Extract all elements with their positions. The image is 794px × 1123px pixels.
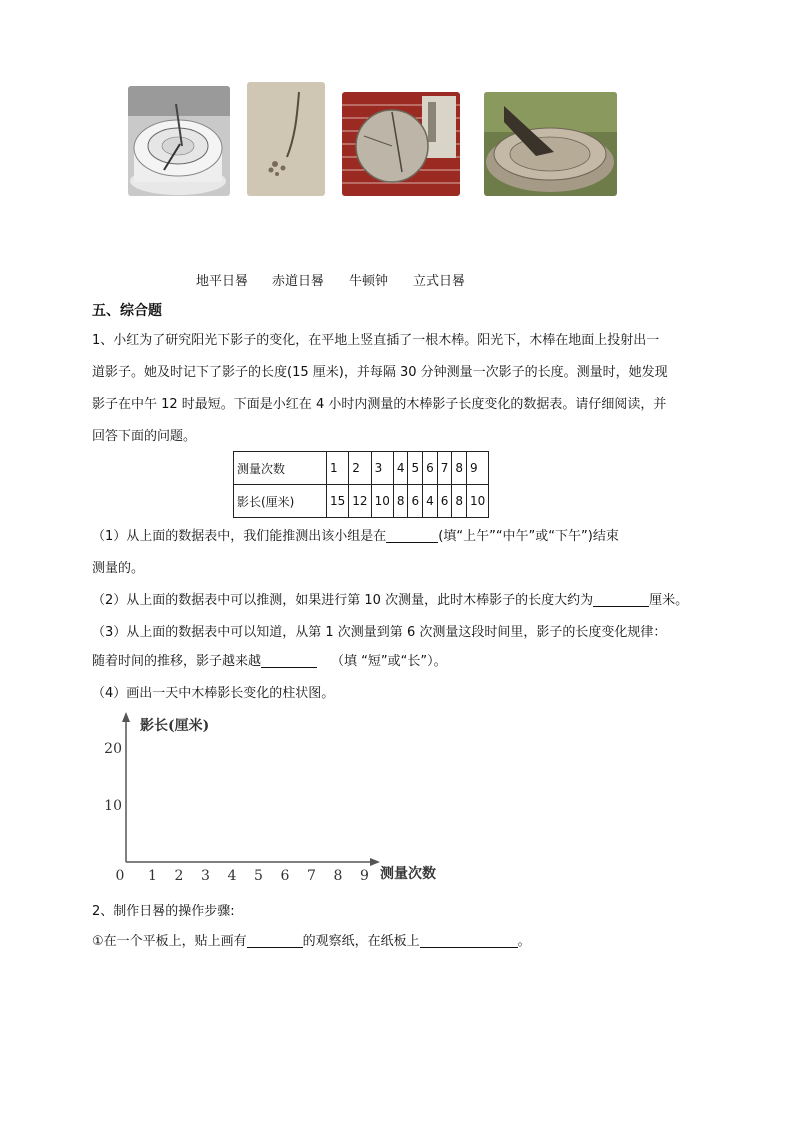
table-cell: 8 xyxy=(452,452,467,485)
x-tick-label: 4 xyxy=(227,868,237,884)
equatorial-sundial-photo xyxy=(247,82,325,196)
q1-sub1-text-a: （1）从上面的数据表中，我们能推测出该小组是在 xyxy=(92,529,387,544)
x-tick-label: 1 xyxy=(148,868,157,884)
table-cell: 8 xyxy=(393,485,408,518)
photo-captions xyxy=(0,270,794,290)
q1-line-1: 1、小红为了研究阳光下影子的变化，在平地上竖直插了一根木棒。阳光下，木棒在地面上投射出一 xyxy=(92,333,660,348)
table-cell: 8 xyxy=(452,485,467,518)
x-tick-label: 6 xyxy=(280,868,290,884)
table-cell: 15 xyxy=(327,485,349,518)
q1-line-3: 影子在中午 12 时最短。下面是小红在 4 小时内测量的木棒影子长度变化的数据表。请仔细阅读，并 xyxy=(92,397,667,412)
table-cell: 12 xyxy=(349,485,371,518)
q1-sub3-cont xyxy=(92,652,447,672)
q2-step1-text-b: 的观察纸，在纸板上 xyxy=(302,934,420,949)
x-tick-label: 3 xyxy=(201,868,210,884)
q1-sub3-text-c: （填 “短”或“长”）。 xyxy=(331,654,447,669)
x-tick-label: 0 xyxy=(115,868,125,884)
table-cell: 3 xyxy=(371,452,393,485)
table-cell: 10 xyxy=(467,485,489,518)
caption-horizontal-sundial: 地平日晷 xyxy=(196,274,249,289)
q1-sub1-answer-blank[interactable] xyxy=(386,528,438,543)
table-cell: 2 xyxy=(349,452,371,485)
y-axis-arrow xyxy=(122,712,130,722)
x-tick-label: 5 xyxy=(254,868,263,884)
x-tick-label: 8 xyxy=(333,868,343,884)
q1-sub3-text-b: 随着时间的推移，影子越来越 xyxy=(92,654,262,669)
q2-step1-text-a: ①在一个平板上，贴上画有 xyxy=(92,934,247,949)
table-cell: 6 xyxy=(423,452,438,485)
table-cell: 4 xyxy=(393,452,408,485)
y-axis-label: 影长(厘米) xyxy=(140,718,210,734)
q1-sub1-cont: 测量的。 xyxy=(92,561,145,576)
blank-bar-chart[interactable] xyxy=(100,708,460,890)
y-tick-label: 10 xyxy=(104,798,122,814)
q2-step1 xyxy=(92,932,531,952)
horizontal-sundial-photo xyxy=(128,86,230,196)
x-axis-label: 测量次数 xyxy=(380,866,436,882)
q1-sub3: （3）从上面的数据表中可以知道，从第 1 次测量到第 6 次测量这段时间里，影子的长度变化规律： xyxy=(92,625,667,640)
q1-line-4: 回答下面的问题。 xyxy=(92,429,197,444)
caption-vertical-sundial: 立式日晷 xyxy=(413,274,466,289)
caption-equatorial-sundial: 赤道日晷 xyxy=(272,274,325,289)
q2-step1-blank-1[interactable] xyxy=(247,933,303,948)
table-cell: 9 xyxy=(467,452,489,485)
q2-title: 2、制作日晷的操作步骤: xyxy=(92,904,235,919)
x-axis-arrow xyxy=(370,858,380,866)
q1-sub2-answer-blank[interactable] xyxy=(593,592,649,607)
table-cell: 1 xyxy=(327,452,349,485)
table-cell: 6 xyxy=(408,485,423,518)
table-cell: 5 xyxy=(408,452,423,485)
y-tick-label: 20 xyxy=(104,741,122,757)
table-row xyxy=(234,485,489,518)
x-tick-label: 7 xyxy=(307,868,316,884)
table-cell: 7 xyxy=(437,452,452,485)
caption-newton-clock: 牛顿钟 xyxy=(349,274,389,289)
vertical-sundial-photo xyxy=(484,92,617,196)
newton-clock-photo xyxy=(342,92,460,196)
q1-sub4: （4）画出一天中木棒影长变化的柱状图。 xyxy=(92,686,335,701)
q1-sub3-answer-blank[interactable] xyxy=(261,653,317,668)
q2-step1-blank-2[interactable] xyxy=(420,933,518,948)
q1-line-2: 道影子。她及时记下了影子的长度(15 厘米)，并每隔 30 分钟测量一次影子的长度。测量时，她发现 xyxy=(92,365,668,380)
table-cell: 6 xyxy=(437,485,452,518)
q1-sub2 xyxy=(92,591,688,611)
q1-sub1-text-b: (填“上午”“中午”或“下午”)结束 xyxy=(438,529,619,544)
section-title: 五、综合题 xyxy=(92,303,162,319)
q1-sub2-text-a: （2）从上面的数据表中可以推测，如果进行第 10 次测量，此时木棒影子的长度大约为 xyxy=(92,593,594,608)
x-tick-label: 2 xyxy=(174,868,184,884)
q1-sub2-text-b: 厘米。 xyxy=(649,593,689,608)
q1-sub1 xyxy=(92,527,619,547)
table-header-length: 影长(厘米) xyxy=(234,485,327,518)
table-cell: 4 xyxy=(423,485,438,518)
x-tick-label: 9 xyxy=(360,868,369,884)
table-cell: 10 xyxy=(371,485,393,518)
table-row xyxy=(234,452,489,485)
measurement-table xyxy=(233,451,489,518)
table-header-count: 测量次数 xyxy=(234,452,327,485)
q2-step1-text-c: 。 xyxy=(517,934,531,949)
